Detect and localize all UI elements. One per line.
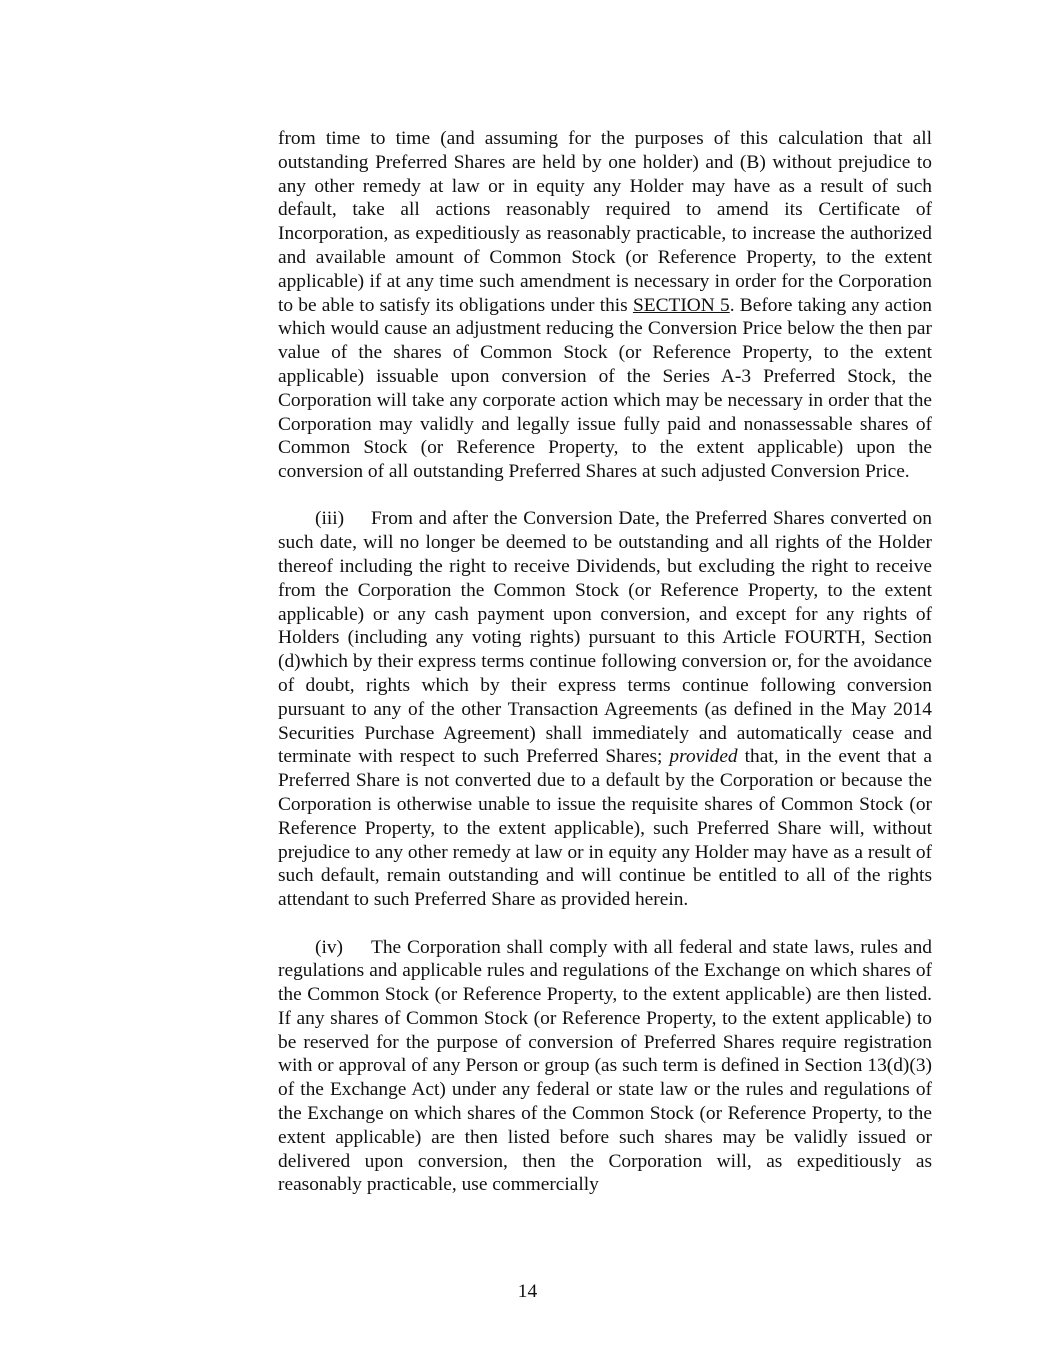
paragraph-text: . Before taking any action which would cause an adjustment reducing the Conversion Price below the then par value of the shares of Common Stock (or Reference Property, to the extent applicable) issuable upon conversion of the Series A-3 Preferred Stock, the Corporation will take any corporate action which may be necessary in order that the Corporation may validly and legally issue fully paid and nonassessable shares of Common Stock (or Reference Property, to the extent applicable) upon the conversion of all outstanding Preferred Shares at such adjusted Conversion Price. — [278, 294, 932, 483]
paragraph-text: The Corporation shall comply with all federal and state laws, rules and regulations and applicable rules and regulations of the Exchange on which shares of the Common Stock (or Reference Property, to the extent applicable) are then listed. If any shares of Common Stock (or Reference Property, to the extent applicable) to be reserved for the purpose of conversion of Preferred Shares require registration with or approval of any Person or group (as such term is defined in Section 13(d)(3) of the Exchange Act) under any federal or state law or the rules and regulations of the Exchange on which shares of the Common Stock (or Reference Property, to the extent applicable) are then listed before such shares may be validly issued or delivered upon conversion, then the Corporation will, as expeditiously as reasonably practicable, use commercially — [278, 936, 932, 1196]
paragraph-iii — [278, 507, 932, 912]
paragraph-text: From and after the Conversion Date, the Preferred Shares converted on such date, will no longer be deemed to be outstanding and all rights of the Holder thereof including the right to receive Dividends, but excluding the right to receive from the Corporation the Common Stock (or Reference Property, to the extent applicable) or any cash payment upon conversion, and except for any rights of Holders (including any voting rights) pursuant to this Article FOURTH, Section (d)which by their express terms continue following conversion or, for the avoidance of doubt, rights which by their express terms continue following conversion pursuant to any of the other Transaction Agreements (as defined in the May 2014 Securities Purchase Agreement) shall immediately and automatically cease and terminate with respect to such Preferred Shares; — [278, 508, 932, 768]
paragraph-text: that, in the event that a Preferred Share is not converted due to a default by the Corporation or because the Corporation is otherwise unable to issue the requisite shares of Common Stock (or Reference Property, to the extent applicable), such Preferred Share will, without prejudice to any other remedy at law or in equity any Holder may have as a result of such default, remain outstanding and will continue be entitled to all of the rights attendant to such Preferred Share as provided herein. — [278, 746, 932, 911]
paragraph-text: from time to time (and assuming for the purposes of this calculation that all outstanding Preferred Shares are held by one holder) and (B) without prejudice to any other remedy at law or in equity any Holder may have as a result of such default, take all actions reasonably required to amend its Certificate of Incorporation, as expeditiously as reasonably practicable, to increase the authorized and available amount of Common Stock (or Reference Property, to the extent applicable) if at any time such amendment is necessary in order for the Corporation to be able to satisfy its obligations under this — [278, 128, 932, 316]
paragraph-continuation — [278, 127, 932, 484]
paragraph-number: (iv) — [315, 936, 343, 958]
paragraph-iv — [278, 936, 932, 1198]
document-body — [278, 127, 932, 1197]
page-number: 14 — [517, 1281, 538, 1302]
provided-italic: provided — [669, 746, 738, 768]
paragraph-number: (iii) — [315, 508, 345, 530]
section-5-reference: SECTION 5 — [632, 294, 730, 316]
